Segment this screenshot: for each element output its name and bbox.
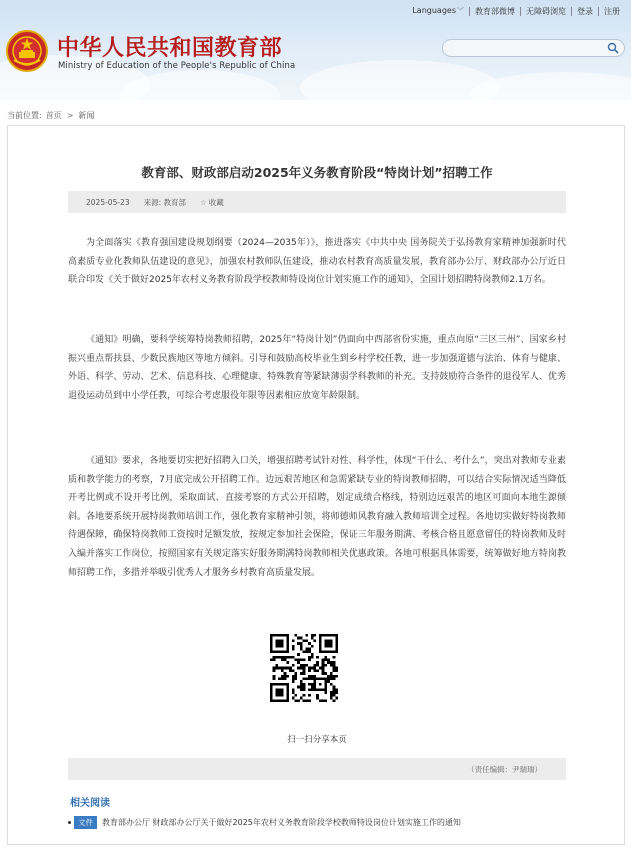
star-icon: ☆	[200, 197, 207, 207]
site-title[interactable]: 中华人民共和国教育部	[57, 36, 283, 61]
article-source: 来源: 教育部	[143, 197, 187, 207]
search-input[interactable]	[442, 39, 625, 57]
login-link[interactable]: 登录	[577, 6, 593, 16]
bullet	[68, 821, 71, 824]
breadcrumb	[7, 110, 94, 121]
favorite-button[interactable]: ☆ 收藏	[200, 197, 224, 207]
related-link[interactable]: 教育部办公厅 财政部办公厅关于做好2025年农村义务教育阶段学校教师特设岗位计划实施工作的通知	[102, 818, 461, 827]
article-date: 2025-05-23	[86, 197, 130, 207]
national-emblem-icon	[6, 30, 48, 72]
qr-caption: 扫一扫分享本页	[287, 735, 347, 745]
weibo-link[interactable]: 教育部微博	[475, 6, 515, 16]
file-tag: 文件	[74, 816, 97, 829]
editor-credit: （责任编辑：尹瑞瑞）	[68, 758, 566, 780]
breadcrumb-section[interactable]: 新闻	[78, 111, 95, 120]
site-header	[0, 0, 631, 100]
breadcrumb-home[interactable]: 首页	[45, 111, 62, 120]
accessible-link[interactable]: 无障碍浏览	[526, 6, 566, 16]
article-meta	[68, 191, 566, 213]
search-icon[interactable]	[607, 42, 619, 54]
site-subtitle: Ministry of Education of the People's Republic of China	[58, 61, 296, 71]
languages-menu[interactable]: Languages﹀	[412, 6, 464, 15]
chevron-down-icon: ﹀	[457, 7, 464, 15]
breadcrumb-label: 当前位置:	[7, 111, 42, 120]
top-nav	[407, 4, 625, 18]
related-heading: 相关阅读	[70, 798, 110, 809]
qr-code	[270, 634, 338, 702]
related-item[interactable]	[68, 816, 461, 829]
article-paragraph: 《通知》明确，要科学统筹特岗教师招聘，2025年“特岗计划”仍面向中西部省份实施，重点向原“三区三州”、国家乡村振兴重点帮扶县、少数民族地区等地方倾斜。引导和鼓励高校毕业生到乡村学校任教，进一步加强道德与法治、体育与健康、外语、科学、劳动、艺术、信息科技、心理健康、特殊教育等紧缺薄弱学科教师的补充。支持鼓励符合条件的退役军人、优秀退役运动员到中小学任教，可综合考虑服役年限等因素相应放宽年龄限制。	[68, 335, 566, 401]
article-paragraph: 《通知》要求，各地要切实把好招聘入口关，增强招聘考试针对性、科学性，体现“干什么、考什么”，突出对教师专业素质和教学能力的考察，7月底完成公开招聘工作。边远艰苦地区和急需紧缺专业的特岗教师招聘，可以结合实际情况适当降低开考比例或不设开考比例，采取面试、直接考察的方式公开招聘，划定成绩合格线，特别边远艰苦的地区可面向本地生源倾斜。各地要系统开展特岗教师培训工作，强化教育家精神引领，将师德师风教育融入教师培训全过程。各地切实做好特岗教师待遇保障，确保特岗教师工资按时足额发放，按规定参加社会保险，保证三年服务期满、考核合格且愿意留任的特岗教师及时入编并落实工作岗位，按照国家有关规定落实好服务期满特岗教师相关优惠政策。各地可根据具体需要，统筹做好地方特岗教师招聘工作，多措并举吸引优秀人才服务乡村教育高质量发展。	[68, 456, 566, 578]
register-link[interactable]: 注册	[604, 6, 620, 16]
article-paragraph: 为全面落实《教育强国建设规划纲要（2024—2035年）》，推进落实《中共中央 国务院关于弘扬教育家精神加强新时代高素质专业化教师队伍建设的意见》，加强农村教师队伍建设，推动农村教育高质量发展，教育部办公厅、财政部办公厅近日联合印发《关于做好2025年农村义务教育阶段学校教师特设岗位计划实施工作的通知》，全国计划招聘特岗教师2.1万名。	[68, 238, 566, 286]
article-title: 教育部、财政部启动2025年义务教育阶段“特岗计划”招聘工作	[141, 165, 493, 180]
breadcrumb-separator: >	[66, 111, 74, 120]
article-container	[7, 125, 625, 845]
